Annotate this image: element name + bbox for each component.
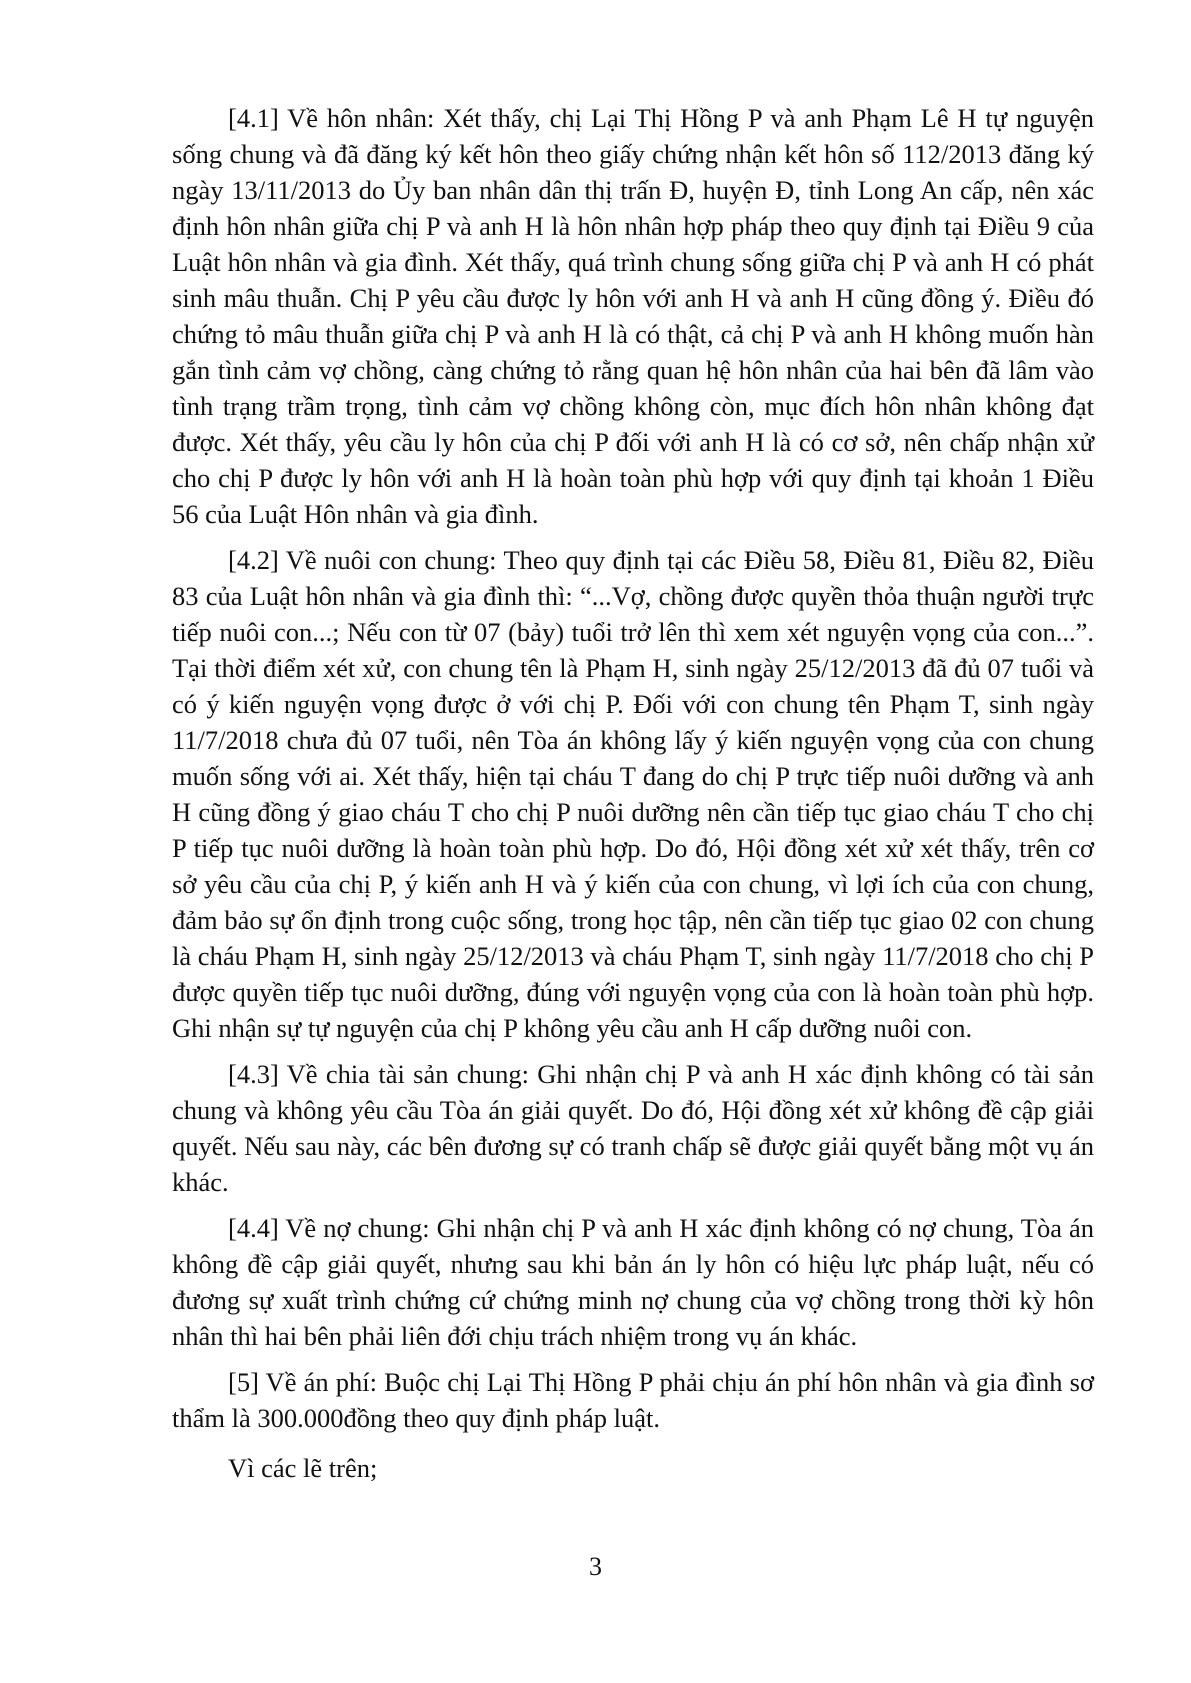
page-number: 3 [589, 1552, 602, 1581]
paragraph-conclusion: Vì các lẽ trên; [228, 1453, 378, 1483]
paragraph-court-fee: [5] Về án phí: Buộc chị Lại Thị Hồng P phải chịu án phí hôn nhân và gia đình sơ thẩm là 300.000đồng theo quy định pháp luật. [172, 1367, 1094, 1433]
document-body [172, 100, 1094, 1496]
paragraph-child-custody: [4.2] Về nuôi con chung: Theo quy định tại các Điều 58, Điều 81, Điều 82, Điều 83 của Luật hôn nhân và gia đình thì: “...Vợ, chồng được quyền thỏa thuận người trực tiếp nuôi con...; Nếu con từ 07 (bảy) tuổi trở lên thì xem xét nguyện vọng của con...”. Tại thời điểm xét xử, con chung tên là Phạm H, sinh ngày 25/12/2013 đã đủ 07 tuổi và có ý kiến nguyện vọng được ở với chị P. Đối với con chung tên Phạm T, sinh ngày 11/7/2018 chưa đủ 07 tuổi, nên Tòa án không lấy ý kiến nguyện vọng của con chung muốn sống với ai. Xét thấy, hiện tại cháu T đang do chị P trực tiếp nuôi dưỡng và anh H cũng đồng ý giao cháu T cho chị P nuôi dưỡng nên cần tiếp tục giao cháu T cho chị P tiếp tục nuôi dưỡng là hoàn toàn phù hợp. Do đó, Hội đồng xét xử xét thấy, trên cơ sở yêu cầu của chị P, ý kiến anh H và ý kiến của con chung, vì lợi ích của con chung, đảm bảo sự ổn định trong cuộc sống, trong học tập, nên cần tiếp tục giao 02 con chung là cháu Phạm H, sinh ngày 25/12/2013 và cháu Phạm T, sinh ngày 11/7/2018 cho chị P được quyền tiếp tục nuôi dưỡng, đúng với nguyện vọng của con là hoàn toàn phù hợp. Ghi nhận sự tự nguyện của chị P không yêu cầu anh H cấp dưỡng nuôi con. [172, 545, 1094, 1043]
paragraph-common-debt: [4.4] Về nợ chung: Ghi nhận chị P và anh H xác định không có nợ chung, Tòa án không đề cập giải quyết, nhưng sau khi bản án ly hôn có hiệu lực pháp luật, nếu có đương sự xuất trình chứng cứ chứng minh nợ chung của vợ chồng trong thời kỳ hôn nhân thì hai bên phải liên đới chịu trách nhiệm trong vụ án khác. [172, 1213, 1094, 1351]
paragraph-marriage: [4.1] Về hôn nhân: Xét thấy, chị Lại Thị Hồng P và anh Phạm Lê H tự nguyện sống chung và đã đăng ký kết hôn theo giấy chứng nhận kết hôn số 112/2013 đăng ký ngày 13/11/2013 do Ủy ban nhân dân thị trấn Đ, huyện Đ, tỉnh Long An cấp, nên xác định hôn nhân giữa chị P và anh H là hôn nhân hợp pháp theo quy định tại Điều 9 của Luật hôn nhân và gia đình. Xét thấy, quá trình chung sống giữa chị P và anh H có phát sinh mâu thuẫn. Chị P yêu cầu được ly hôn với anh H và anh H cũng đồng ý. Điều đó chứng tỏ mâu thuẫn giữa chị P và anh H là có thật, cả chị P và anh H không muốn hàn gắn tình cảm vợ chồng, càng chứng tỏ rằng quan hệ hôn nhân của hai bên đã lâm vào tình trạng trầm trọng, tình cảm vợ chồng không còn, mục đích hôn nhân không đạt được. Xét thấy, yêu cầu ly hôn của chị P đối với anh H là có cơ sở, nên chấp nhận xử cho chị P được ly hôn với anh H là hoàn toàn phù hợp với quy định tại khoản 1 Điều 56 của Luật Hôn nhân và gia đình. [172, 103, 1094, 529]
paragraph-common-property: [4.3] Về chia tài sản chung: Ghi nhận chị P và anh H xác định không có tài sản chung và không yêu cầu Tòa án giải quyết. Do đó, Hội đồng xét xử không đề cập giải quyết. Nếu sau này, các bên đương sự có tranh chấp sẽ được giải quyết bằng một vụ án khác. [172, 1059, 1094, 1197]
